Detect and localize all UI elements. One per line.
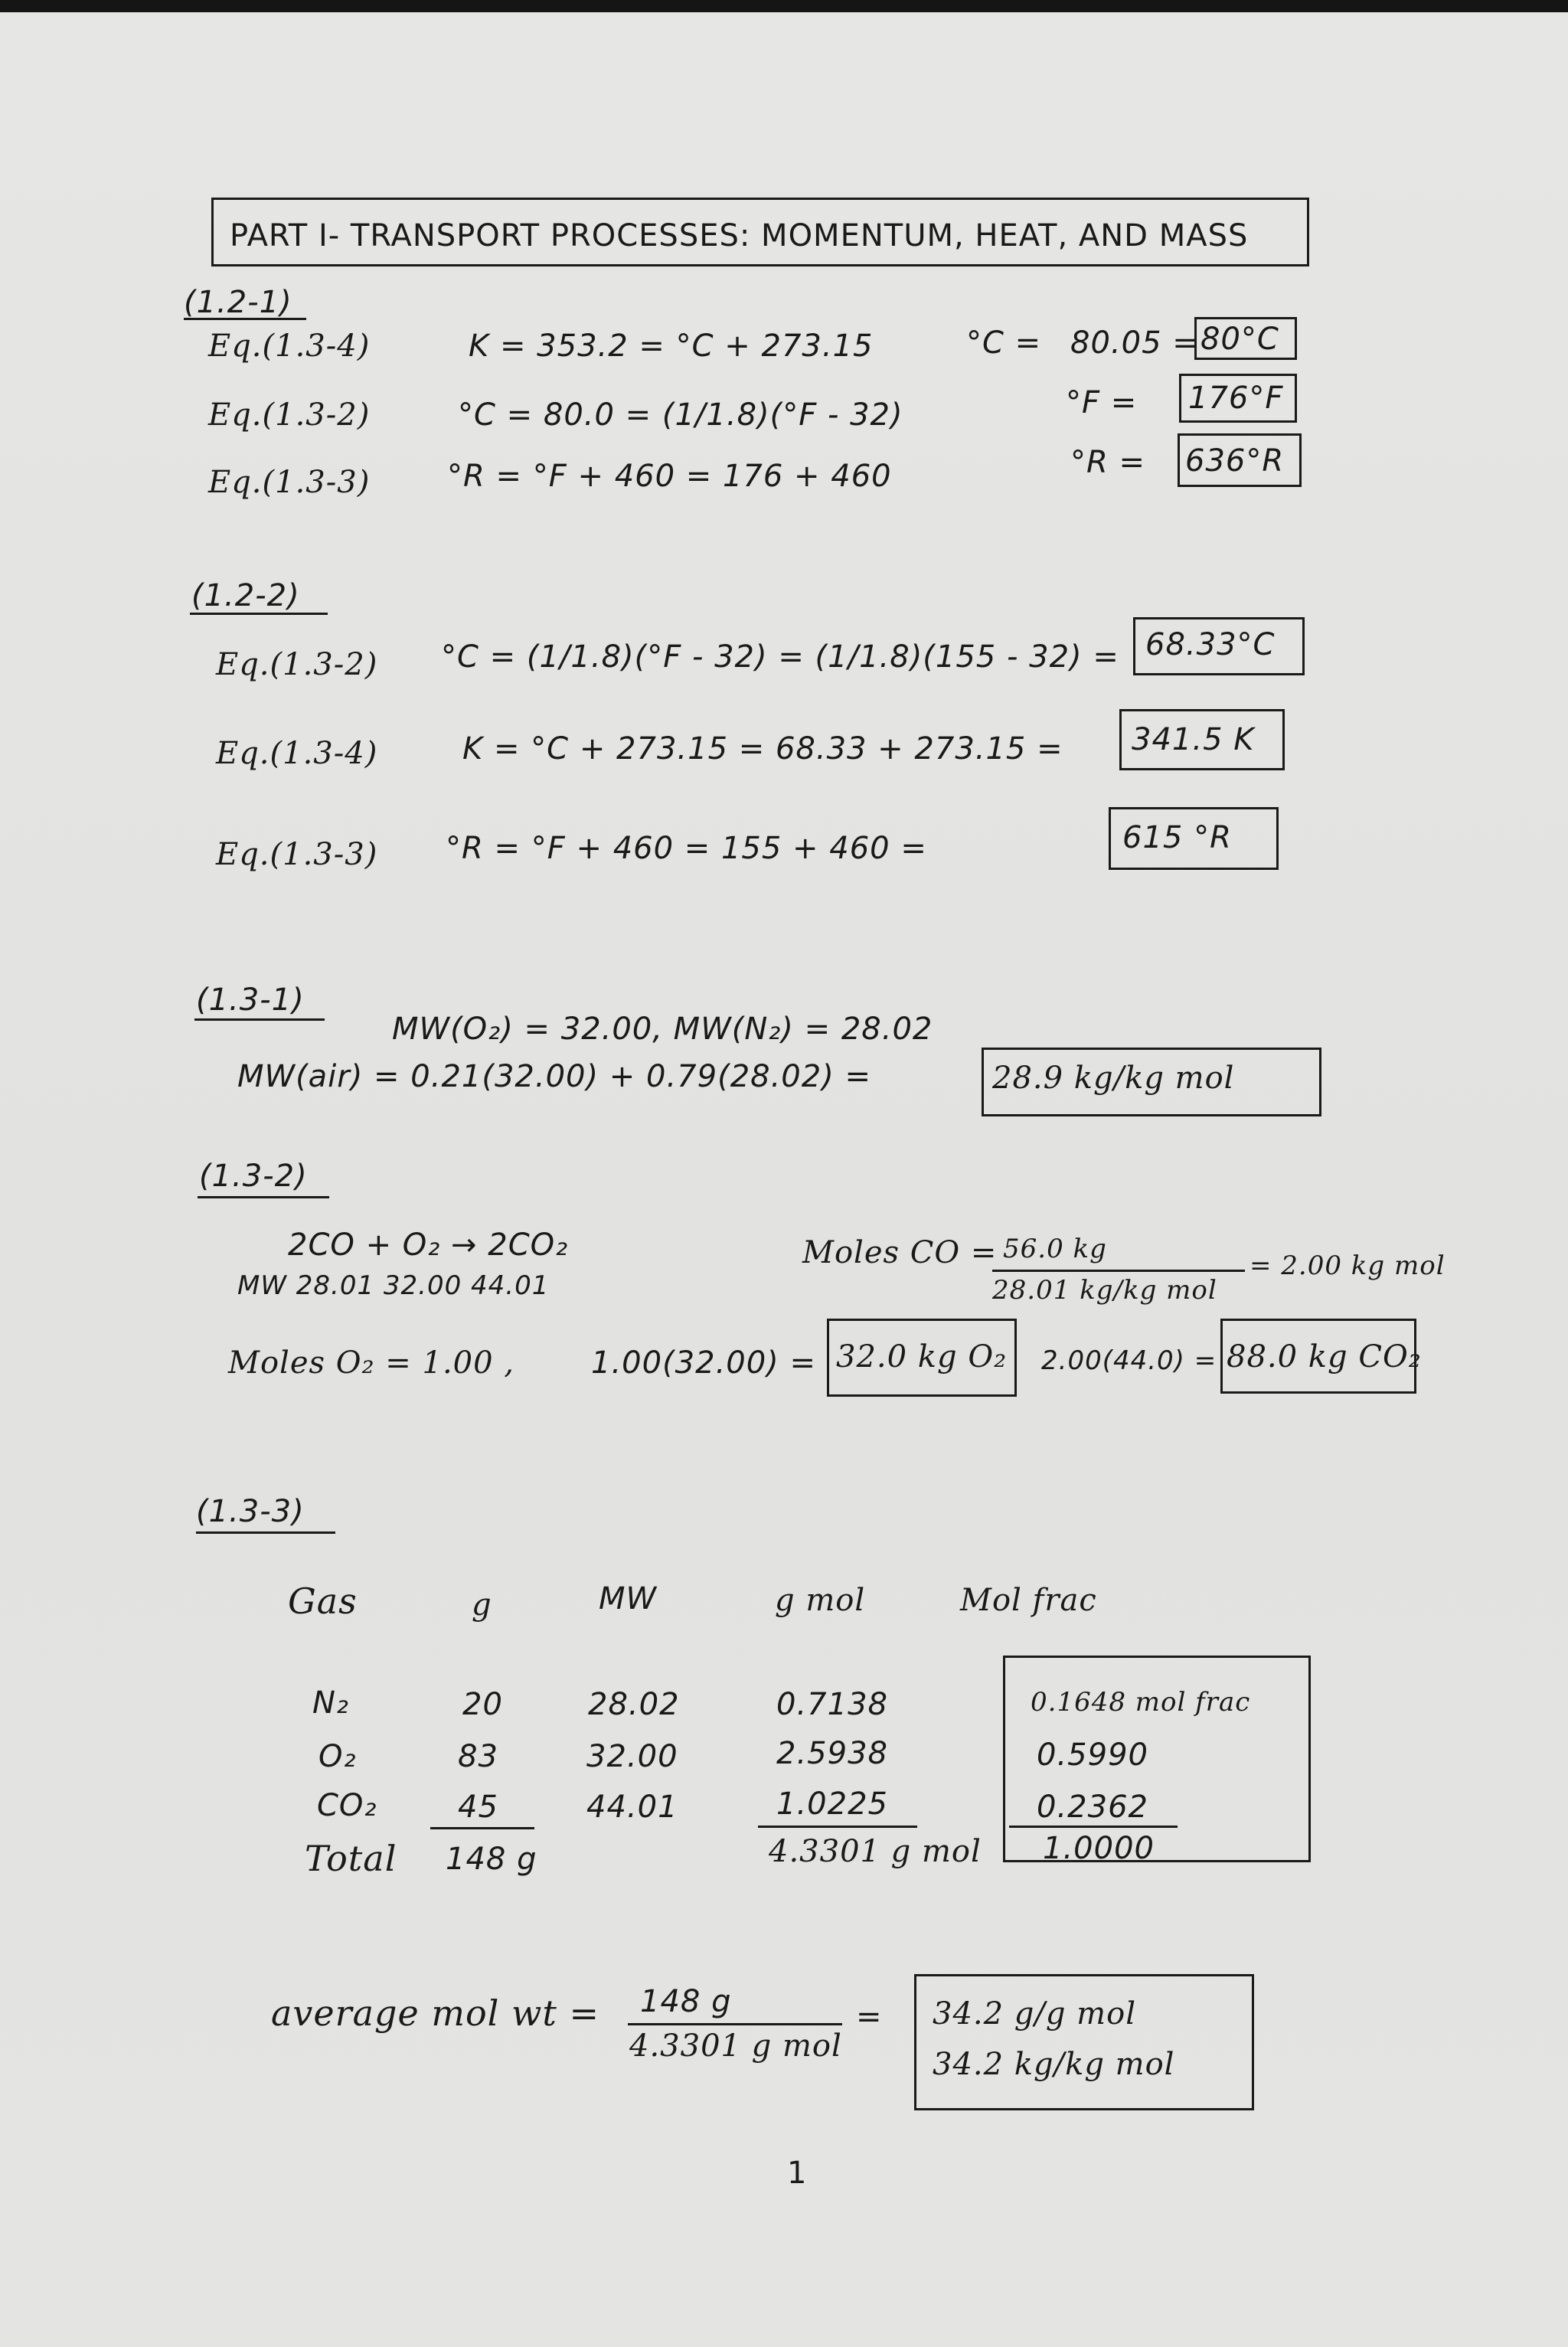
equation: K = °C + 273.15 = 68.33 + 273.15 = <box>462 731 1063 767</box>
underline <box>196 1531 335 1534</box>
problem-label-1-3-2: (1.3-2) <box>199 1159 308 1194</box>
scan-edge <box>0 0 1568 12</box>
eq-ref: Eq.(1.3-2) <box>216 647 378 682</box>
answer-value: 636°R <box>1185 443 1285 479</box>
total-label: Total <box>305 1838 397 1879</box>
table-cell: 45 <box>458 1790 498 1825</box>
table-cell: 1.0225 <box>776 1786 888 1822</box>
text-line: MW(O₂) = 32.00, MW(N₂) = 28.02 <box>392 1012 933 1047</box>
column-header: g mol <box>775 1583 866 1618</box>
eq-ref: Eq.(1.3-3) <box>216 837 378 872</box>
table-cell: 0.1648 mol frac <box>1031 1687 1251 1718</box>
page-header: PART I- TRANSPORT PROCESSES: MOMENTUM, HEAT, AND MASS <box>230 218 1249 253</box>
calc: 1.00(32.00) = <box>591 1345 817 1381</box>
text-line: MW(air) = 0.21(32.00) + 0.79(28.02) = <box>237 1059 872 1094</box>
eq-ref: Eq.(1.3-4) <box>216 736 378 771</box>
problem-label-1-2-1: (1.2-1) <box>184 285 292 320</box>
answer-label: °C = <box>966 325 1042 361</box>
column-header: Gas <box>288 1580 358 1622</box>
reaction: 2CO + O₂ → 2CO₂ <box>288 1227 569 1263</box>
fraction-numerator: 56.0 kg <box>1003 1234 1107 1264</box>
table-cell: 20 <box>462 1687 503 1722</box>
table-cell: 0.2362 <box>1037 1790 1148 1825</box>
column-header: Mol frac <box>960 1583 1097 1618</box>
answer-value: 34.2 g/g mol <box>933 1996 1136 2032</box>
answer-value: 68.33°C <box>1145 627 1276 662</box>
total-value: 148 g <box>446 1842 537 1877</box>
eq-ref: Eq.(1.3-3) <box>208 465 371 500</box>
table-cell: 32.00 <box>586 1739 678 1774</box>
answer-value: 32.0 kg O₂ <box>836 1339 1008 1375</box>
table-cell: CO₂ <box>317 1788 377 1823</box>
answer-box <box>914 1974 1254 2110</box>
underline <box>190 613 328 615</box>
problem-label-1-3-3: (1.3-3) <box>196 1494 305 1529</box>
calc: 80.05 = <box>1070 325 1199 361</box>
eq-ref: Eq.(1.3-2) <box>208 397 371 433</box>
answer-value: 34.2 kg/kg mol <box>933 2047 1175 2082</box>
text-line: Moles CO = <box>802 1235 998 1270</box>
text-line: = 2.00 kg mol <box>1250 1250 1446 1281</box>
answer-value: 28.9 kg/kg mol <box>992 1061 1235 1096</box>
table-cell: N₂ <box>312 1685 349 1721</box>
total-value: 4.3301 g mol <box>769 1834 982 1869</box>
total-value: 1.0000 <box>1043 1831 1155 1866</box>
problem-label-1-3-1: (1.3-1) <box>196 982 305 1018</box>
equals-sign: = <box>856 1999 883 2035</box>
equation: °R = °F + 460 = 176 + 460 <box>447 459 892 494</box>
fraction-denominator: 28.01 kg/kg mol <box>992 1275 1217 1306</box>
column-header: MW <box>599 1581 658 1616</box>
column-header: g <box>472 1587 492 1623</box>
sum-line <box>1009 1826 1178 1828</box>
answer-value: 615 °R <box>1122 820 1232 855</box>
fraction-numerator: 148 g <box>640 1984 732 2019</box>
eq-ref: Eq.(1.3-4) <box>208 329 371 364</box>
fraction-denominator: 4.3301 g mol <box>629 2028 842 2064</box>
page-number: 1 <box>787 2156 808 2191</box>
equation: °R = °F + 460 = 155 + 460 = <box>446 831 927 866</box>
answer-value: 341.5 K <box>1132 722 1255 757</box>
answer-label: °F = <box>1066 385 1138 420</box>
answer-value: 176°F <box>1188 381 1284 416</box>
underline <box>198 1196 329 1198</box>
answer-value: 88.0 kg CO₂ <box>1227 1339 1422 1375</box>
underline <box>194 1018 325 1021</box>
text-line: Moles O₂ = 1.00 , <box>228 1345 515 1381</box>
table-cell: 0.7138 <box>776 1687 888 1722</box>
fraction-bar <box>992 1270 1245 1272</box>
sum-line <box>430 1827 534 1829</box>
table-cell: 2.5938 <box>776 1736 888 1771</box>
fraction-bar <box>628 2023 842 2025</box>
table-cell: 44.01 <box>586 1790 678 1825</box>
problem-label-1-2-2: (1.2-2) <box>191 578 300 613</box>
equation: °C = (1/1.8)(°F - 32) = (1/1.8)(155 - 32) = <box>441 639 1119 675</box>
equation: K = 353.2 = °C + 273.15 <box>469 329 874 364</box>
answer-label: °R = <box>1070 445 1146 480</box>
answer-value: 80°C <box>1200 322 1279 357</box>
table-cell: O₂ <box>318 1739 357 1774</box>
table-cell: 28.02 <box>588 1687 680 1722</box>
equation: °C = 80.0 = (1/1.8)(°F - 32) <box>458 397 903 433</box>
underline <box>184 318 306 320</box>
calc: 2.00(44.0) = <box>1041 1345 1217 1376</box>
table-cell: 0.5990 <box>1037 1737 1148 1773</box>
sum-line <box>758 1826 917 1828</box>
table-cell: 83 <box>458 1739 498 1774</box>
mw-line: MW 28.01 32.00 44.01 <box>237 1270 550 1301</box>
text-line: average mol wt = <box>271 1992 600 2034</box>
